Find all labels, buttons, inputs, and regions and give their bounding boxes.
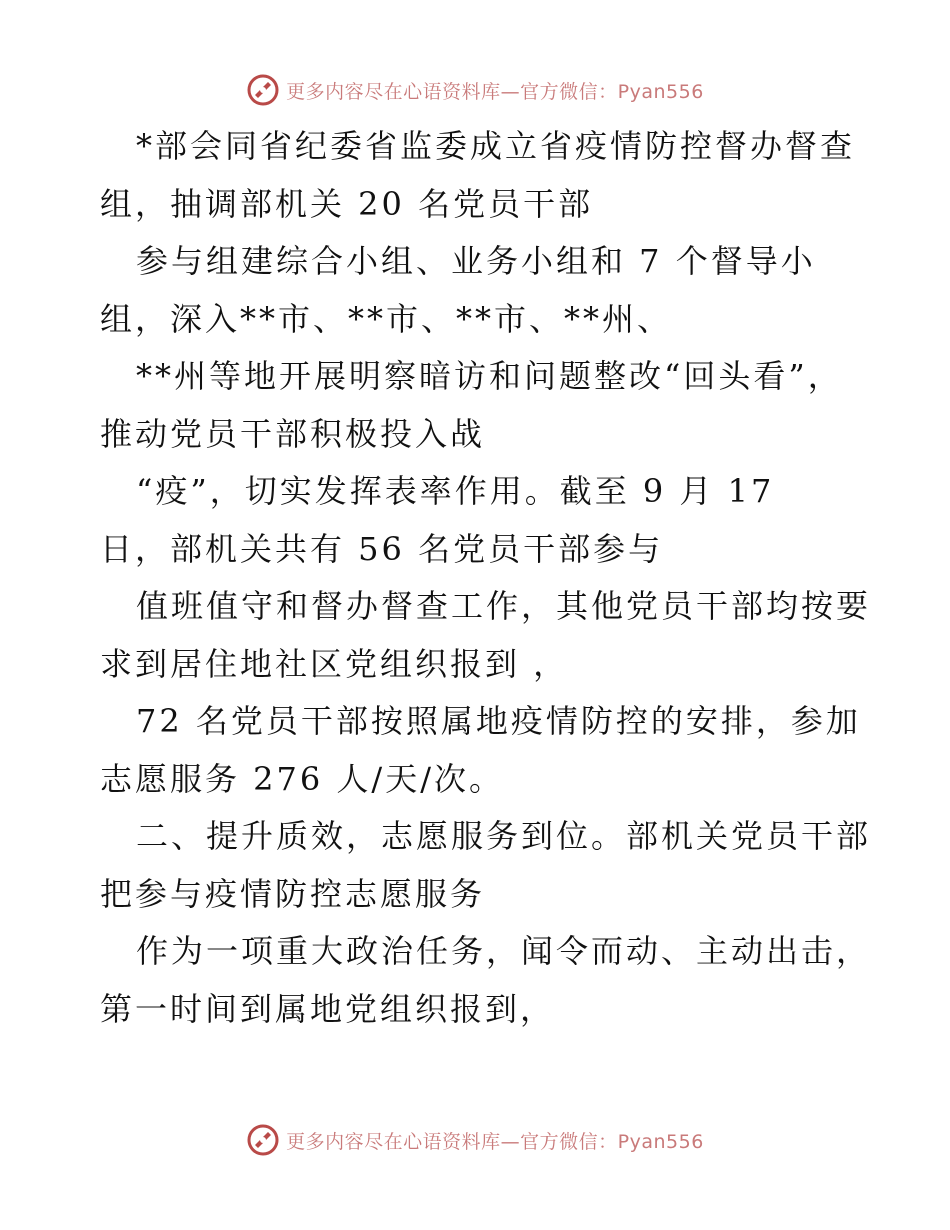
paragraph-line: 把参与疫情防控志愿服务 <box>100 874 486 913</box>
footer-watermark-text: 更多内容尽在心语资料库—官方微信：Pyan556 <box>286 1130 704 1153</box>
header-watermark <box>0 70 950 110</box>
paragraph-line: 第一时间到属地党组织报到， <box>100 989 556 1028</box>
header-watermark-text: 更多内容尽在心语资料库—官方微信：Pyan556 <box>286 80 704 103</box>
footer-watermark <box>0 1120 950 1160</box>
paragraph-line: 日，部机关共有 56 名党员干部参与 <box>100 529 664 568</box>
paragraph-line: 组，深入**市、**市、**市、**州、 <box>100 299 673 338</box>
paragraph-line: 组，抽调部机关 20 名党员干部 <box>100 184 594 223</box>
paragraph-line: **州等地开展明察暗访和问题整改“回头看”， <box>136 357 843 395</box>
document-body <box>100 118 872 1038</box>
paragraph-line: 作为一项重大政治任务，闻令而动、主动出击， <box>136 932 872 970</box>
paragraph-line: 推动党员干部积极投入战 <box>100 414 486 453</box>
paragraph-line: 参与组建综合小组、业务小组和 7 个督导小 <box>136 242 816 280</box>
logo-icon <box>246 73 280 107</box>
paragraph-line: 值班值守和督办督查工作，其他党员干部均按要 <box>136 587 872 625</box>
logo-icon <box>246 1123 280 1157</box>
paragraph-line: 72 名党员干部按照属地疫情防控的安排，参加 <box>136 702 861 740</box>
paragraph-line: 志愿服务 276 人/天/次。 <box>100 759 504 798</box>
paragraph-line: 二、提升质效，志愿服务到位。部机关党员干部 <box>136 817 872 855</box>
paragraph-line: “疫”，切实发挥表率作用。截至 9 月 17 <box>136 472 775 510</box>
paragraph-line: *部会同省纪委省监委成立省疫情防控督办督查 <box>136 127 856 165</box>
paragraph-line: 求到居住地社区党组织报到 ， <box>100 644 569 683</box>
